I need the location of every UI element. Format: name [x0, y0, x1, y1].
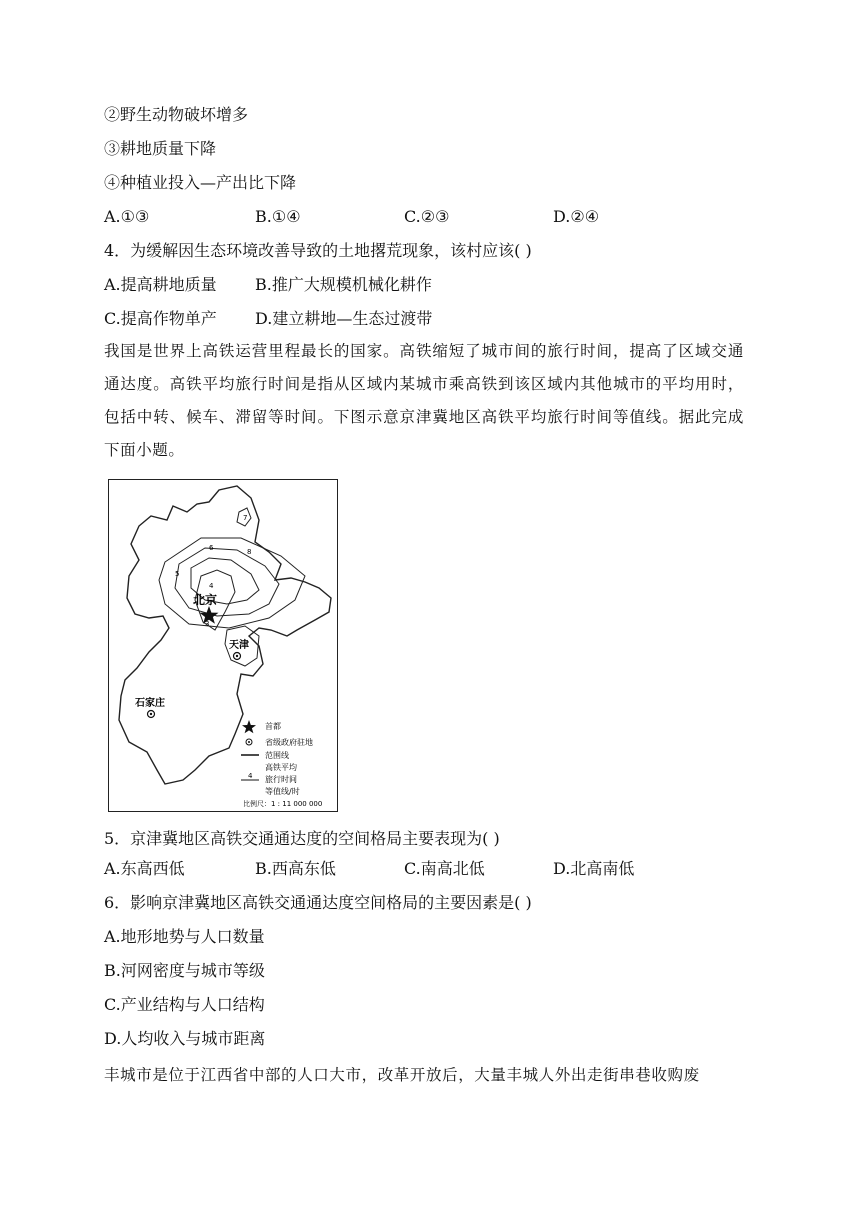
isoline	[159, 538, 305, 628]
option-b: B.推广大规模机械化耕作	[255, 275, 432, 294]
option-a: A.地形地势与人口数量	[104, 927, 265, 946]
question-6-stem: 6．影响京津冀地区高铁交通通达度空间格局的主要因素是( )	[104, 893, 532, 912]
legend-isoline-value: 4	[248, 772, 253, 780]
passage-text: 我国是世界上高铁运营里程最长的国家。高铁缩短了城市间的旅行时间，提高了区域交通通达度。高铁平均旅行时间是指从区域内某城市乘高铁到该区域内其他城市的平均用时，包括中转、候车、滞留等时间。下图示意京津冀地区高铁平均旅行时间等值线。据此完成下面小题。	[104, 342, 744, 459]
legend-boundary: 范围线	[265, 751, 289, 760]
map-svg	[109, 480, 337, 811]
city-label-tianjin: 天津	[229, 640, 249, 651]
legend-capital: 首都	[265, 722, 281, 731]
option-c: C.产业结构与人口结构	[104, 995, 265, 1014]
isoline-value: 3	[205, 620, 210, 628]
option-a: A.①③	[104, 207, 150, 226]
isoline-value: 8	[247, 548, 252, 556]
option-c: C.南高北低	[404, 859, 485, 878]
option-c: C.提高作物单产	[104, 309, 217, 328]
option-b: B.河网密度与城市等级	[104, 961, 265, 980]
legend-scale: 比例尺：1 : 11 000 000	[243, 800, 323, 808]
option-a: A.提高耕地质量	[104, 275, 217, 294]
passage2-text: 丰城市是位于江西省中部的人口大市，改革开放后，大量丰城人外出走街串巷收购废	[104, 1066, 700, 1084]
option-d: D.建立耕地—生态过渡带	[255, 309, 433, 328]
option-d: D.人均收入与城市距离	[104, 1029, 266, 1048]
option-b: B.①④	[255, 207, 301, 226]
option-a: A.东高西低	[104, 859, 185, 878]
isoline-value: 6	[209, 544, 214, 552]
isoline-map	[108, 479, 338, 812]
isoline-value: 5	[175, 570, 180, 578]
isoline-value: 7	[243, 514, 248, 522]
isoline-value: 4	[209, 582, 214, 590]
question-5-stem: 5．京津冀地区高铁交通通达度的空间格局主要表现为( )	[104, 829, 500, 848]
star-icon	[242, 720, 256, 733]
option-b: B.西高东低	[255, 859, 336, 878]
city-label-shijiazhuang: 石家庄	[135, 698, 165, 709]
option-d: D.②④	[553, 207, 600, 226]
option-c: C.②③	[404, 207, 450, 226]
city-label-beijing: 北京	[193, 593, 218, 607]
legend-isoline-line3: 等值线/时	[265, 787, 300, 796]
list-item: ③耕地质量下降	[104, 139, 217, 158]
legend-isoline-line1: 高铁平均	[265, 763, 297, 772]
option-d: D.北高南低	[553, 859, 635, 878]
question-4-stem: 4．为缓解因生态环境改善导致的土地撂荒现象，该村应该( )	[104, 241, 532, 260]
list-item: ②野生动物破坏增多	[104, 105, 249, 124]
legend-isoline-line2: 旅行时间	[265, 775, 297, 784]
legend-provincial-seat: 省级政府驻地	[265, 738, 313, 747]
list-item: ④种植业投入—产出比下降	[104, 173, 297, 192]
